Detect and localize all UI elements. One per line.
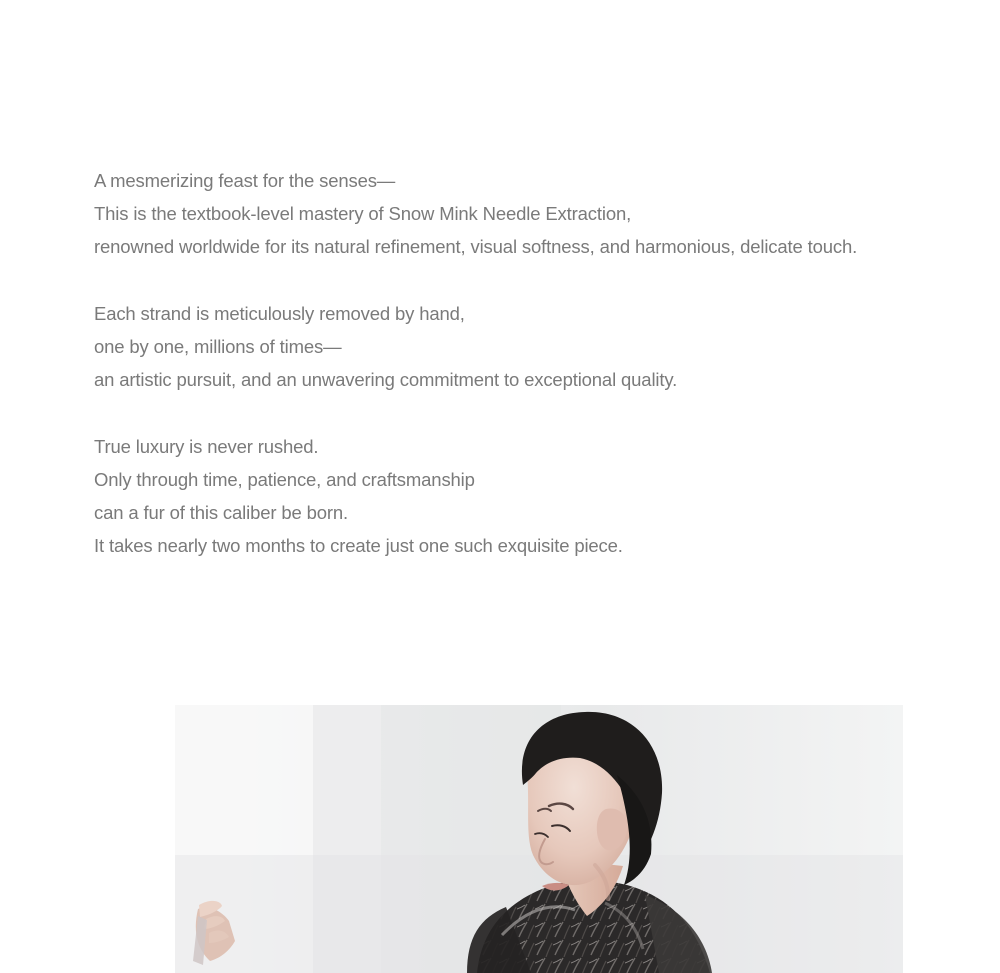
text-line: can a fur of this caliber be born.	[94, 502, 349, 523]
text-line: It takes nearly two months to create just one such exquisite piece.	[94, 535, 623, 556]
paragraph-senses	[94, 167, 954, 266]
text-line: A mesmerizing feast for the senses—	[94, 170, 396, 191]
text-line: Only through time, patience, and craftsmanship	[94, 469, 475, 490]
text-line: renowned worldwide for its natural refinement, visual softness, and harmonious, delicate touch.	[94, 236, 858, 257]
text-line: Each strand is meticulously removed by hand,	[94, 303, 465, 324]
text-line: an artistic pursuit, and an unwavering commitment to exceptional quality.	[94, 369, 678, 390]
paragraph-luxury	[94, 433, 954, 565]
text-line: This is the textbook-level mastery of Snow Mink Needle Extraction,	[94, 203, 632, 224]
model-portrait-illustration	[175, 705, 903, 973]
editorial-text-block	[94, 167, 954, 565]
paragraph-handwork	[94, 300, 954, 399]
text-line: True luxury is never rushed.	[94, 436, 319, 457]
text-line: one by one, millions of times—	[94, 336, 342, 357]
model-fur-photo	[175, 705, 903, 973]
